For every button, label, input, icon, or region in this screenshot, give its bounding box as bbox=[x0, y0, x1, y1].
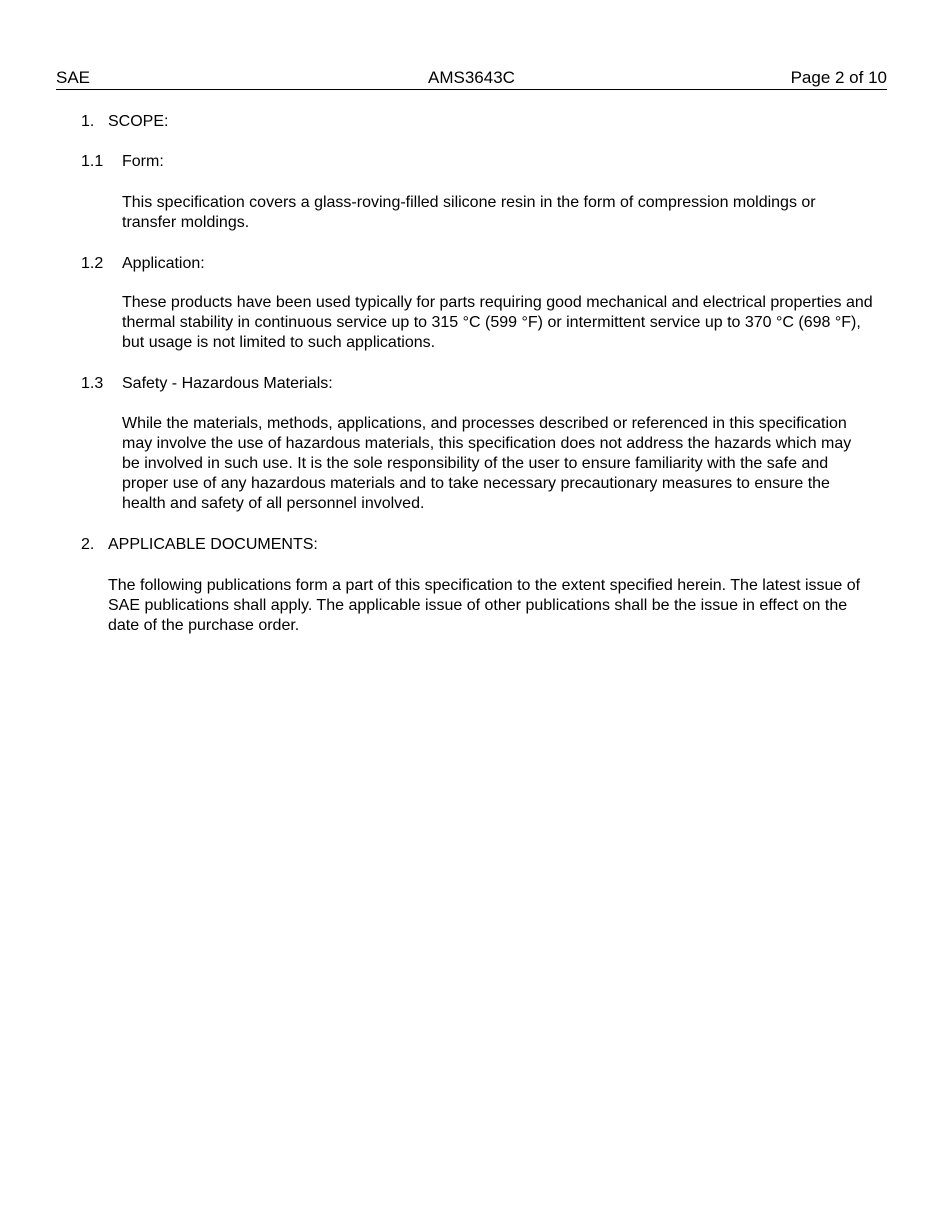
section-safety-text: While the materials, methods, applications, and processes described or referenced in this specification may involve the use of hazardous materials, this specification does not address the hazards which may be involved in such use. It is the sole responsibility of the user to ensure familiarity with the safe and proper use of any hazardous materials and to take necessary precautionary measures to ensure the health and safety of all personnel involved. bbox=[122, 415, 852, 512]
section-title: Application: bbox=[122, 255, 205, 272]
page-header bbox=[56, 68, 887, 90]
section-title: Form: bbox=[122, 153, 164, 170]
section-number: 1.1 bbox=[81, 153, 104, 170]
section-number: 1. bbox=[81, 113, 95, 130]
header-organization: SAE bbox=[56, 68, 91, 87]
section-documents-text: The following publications form a part of this specification to the extent specified herein. The latest issue of SAE publications shall apply. The applicable issue of other publications shall be the issue in effect on the date of the purchase order. bbox=[108, 577, 861, 634]
section-form-text: This specification covers a glass-roving-filled silicone resin in the form of compression moldings or transfer moldings. bbox=[122, 194, 816, 231]
section-number: 1.2 bbox=[81, 255, 104, 272]
section-number: 1.3 bbox=[81, 375, 104, 392]
section-title: APPLICABLE DOCUMENTS: bbox=[108, 536, 318, 553]
section-title: SCOPE: bbox=[108, 113, 169, 130]
section-application-text: These products have been used typically for parts requiring good mechanical and electrical properties and thermal stability in continuous service up to 315 °C (599 °F) or intermittent service up to 370 °C (698 °F), but usage is not limited to such applications. bbox=[122, 294, 873, 351]
header-document-id: AMS3643C bbox=[428, 68, 515, 87]
section-number: 2. bbox=[81, 536, 95, 553]
header-page-number: Page 2 of 10 bbox=[790, 68, 887, 87]
section-title: Safety - Hazardous Materials: bbox=[122, 375, 333, 392]
